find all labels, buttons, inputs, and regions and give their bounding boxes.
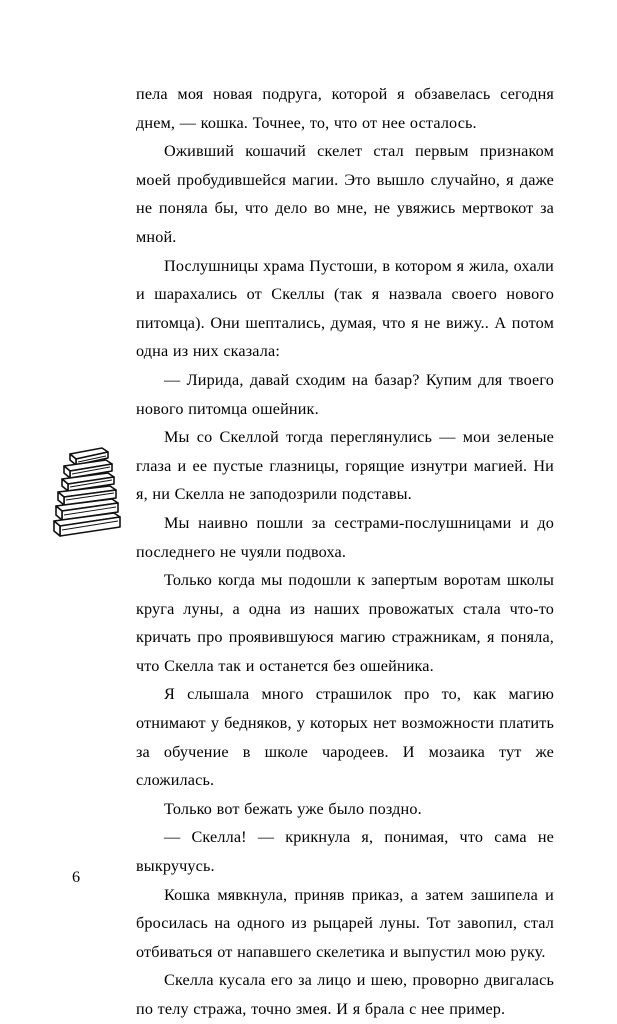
paragraph: пела моя новая подруга, которой я обзавелась сегодня днем, — кошка. Точнее, то, что от нее осталось. bbox=[136, 85, 554, 132]
paragraph: — Скелла! — крикнула я, понимая, что сама не выкручусь. bbox=[136, 828, 554, 876]
paragraph: Мы наивно пошли за сестрами-послушницами и до последнего не чуяли подвоха. bbox=[136, 513, 554, 561]
paragraph: Скелла кусала его за лицо и шею, проворно двигалась по телу стража, точно змея. И я брала с нее пример. bbox=[136, 971, 554, 1018]
paragraph: Мы со Скеллой тогда переглянулись — мои зеленые глаза и ее пустые глазницы, горящие изнутри магией. Ни я, ни Скелла не заподозрили подставы. bbox=[136, 428, 554, 504]
paragraph: Оживший кошачий скелет стал первым признаком моей пробудившейся магии. Это вышло случайно, я даже не поняла бы, что дело во мне, не увяжись мертвокот за мной. bbox=[136, 142, 554, 246]
body-text bbox=[136, 80, 554, 1024]
paragraph: Я слышала много страшилок про то, как магию отнимают у бедняков, у которых нет возможности платить за обучение в школе чародеев. И мозаика тут же сложилась. bbox=[136, 685, 554, 790]
paragraph: Только вот бежать уже было поздно. bbox=[164, 799, 422, 818]
page-number: 6 bbox=[72, 868, 81, 886]
paragraph: Послушницы храма Пустоши, в котором я жила, охали и шарахались от Скеллы (так я назвала своего нового питомца). Они шептались, думая, что я не вижу.. А потом одна из них сказала: bbox=[136, 256, 554, 361]
stack-of-books-icon bbox=[48, 442, 126, 546]
paragraph: — Лирида, давай сходим на базар? Купим для твоего нового питомца ошейник. bbox=[136, 370, 554, 418]
paragraph: Только когда мы подошли к запертым воротам школы круга луны, а одна из наших провожатых стала что-то кричать про проявившуюся магию стражникам, я поняла, что Скелла так и останется без ошейника. bbox=[136, 571, 554, 675]
paragraph: Кошка мявкнула, приняв приказ, а затем зашипела и бросилась на одного из рыцарей луны. Тот завопил, стал отбиваться от напавшего скелетика и выпустил мою руку. bbox=[136, 885, 554, 961]
